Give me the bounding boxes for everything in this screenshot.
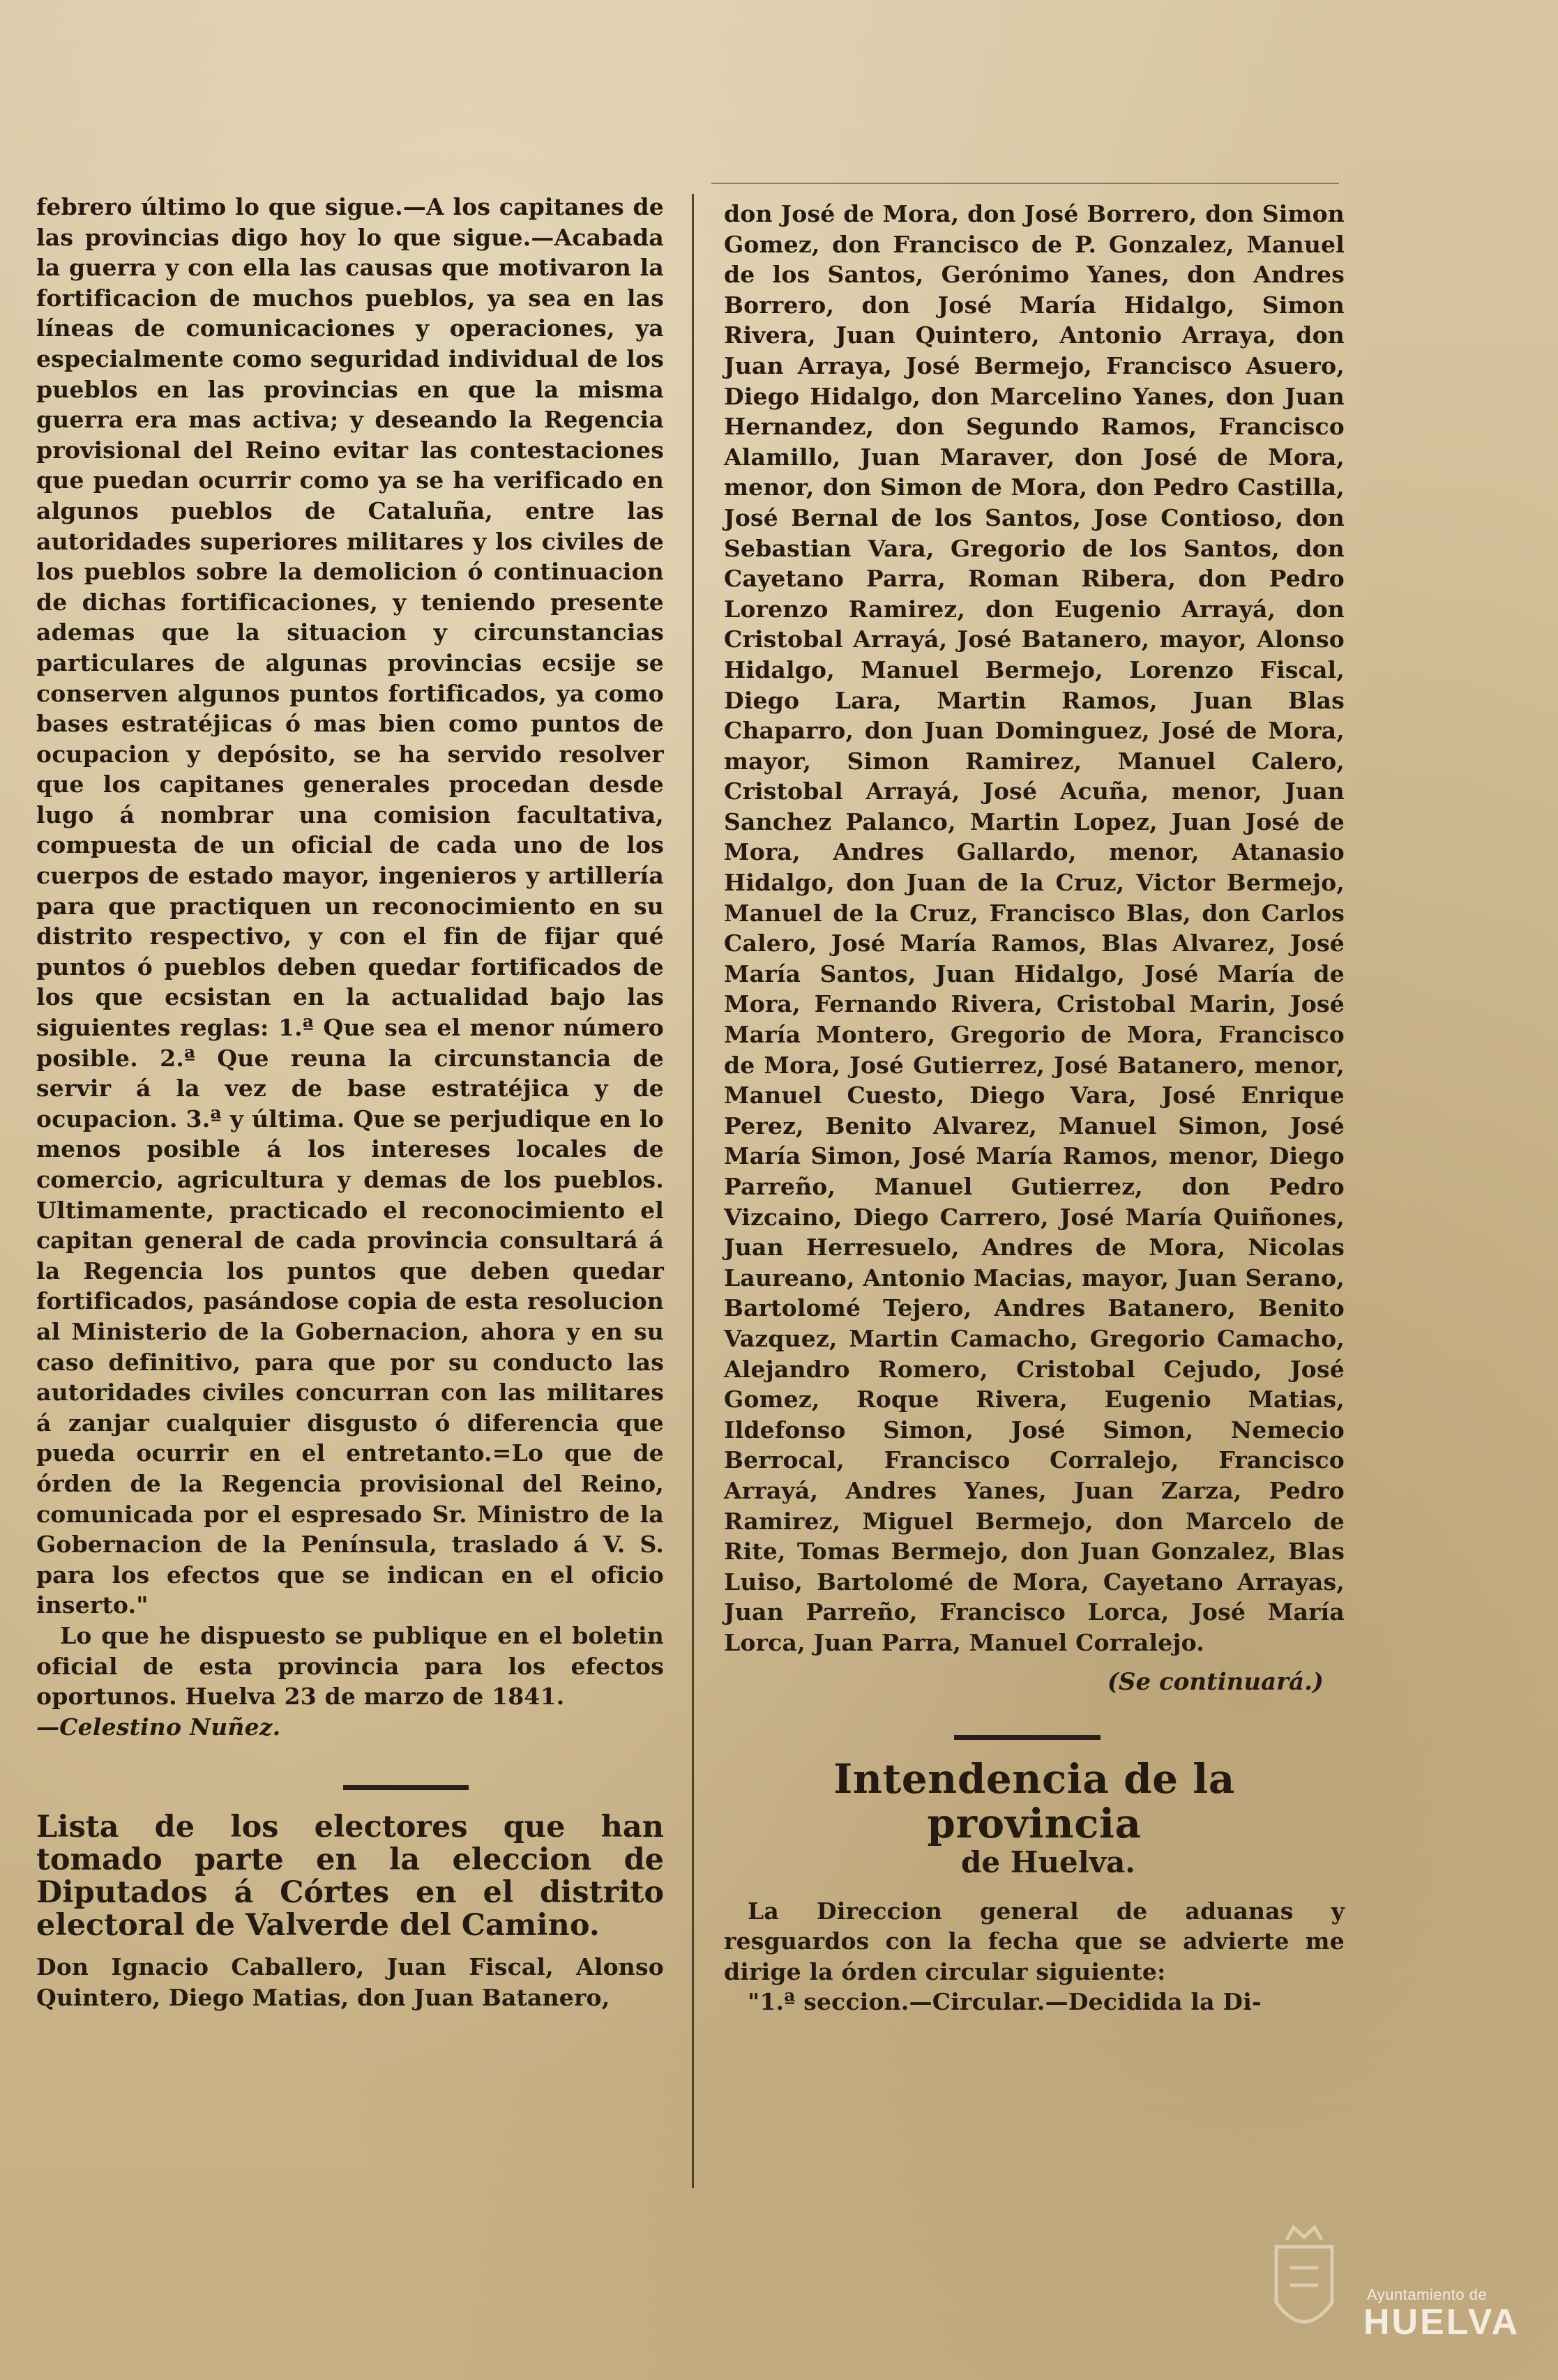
left-column xyxy=(36,192,664,2013)
circular-intro: La Direccion general de aduanas y resguardos con la fecha que se advierte me dirige la órden circular siguiente: xyxy=(724,1897,1345,1985)
electors-list-continued: don José de Mora, don José Borrero, don Simon Gomez, don Francisco de P. Gonzalez, Manuel de los Santos, Gerónimo Yanes, don Andres Borrero, don José María Hidalgo, Simon Rivera, Juan Quintero, Antonio Arraya, don Juan Arraya, José Bermejo, Francisco Asuero, Diego Hidalgo, don Marcelino Yanes, don Juan Hernandez, don Segundo Ramos, Francisco Alamillo, Juan Maraver, don José de Mora, menor, don Simon de Mora, don Pedro Castilla, José Bernal de los Santos, Jose Contioso, don Sebastian Vara, Gregorio de los Santos, don Cayetano Parra, Roman Ribera, don Pedro Lorenzo Ramirez, don Eugenio Arrayá, don Cristobal Arrayá, José Batanero, mayor, Alonso Hidalgo, Manuel Bermejo, Lorenzo Fiscal, Diego Lara, Martin Ramos, Juan Blas Chaparro, don Juan Dominguez, José de Mora, mayor, Simon Ramirez, Manuel Calero, Cristobal Arrayá, José Acuña, menor, Juan Sanchez Palanco, Martin Lopez, Juan José de Mora, Andres Gallardo, menor, Atanasio Hidalgo, don Juan de la Cruz, Victor Bermejo, Manuel de la Cruz, Francisco Blas, don Carlos Calero, José María Ramos, Blas Alvarez, José María Santos, Juan Hidalgo, José María de Mora, Fernando Rivera, Cristobal Marin, José María Montero, Gregorio de Mora, Francisco de Mora, José Gutierrez, José Batanero, menor, Manuel Cuesto, Diego Vara, José Enrique Perez, Benito Alvarez, Manuel Simon, José María Simon, José María Ramos, menor, Diego Parreño, Manuel Gutierrez, don Pedro Vizcaino, Diego Carrero, José María Quiñones, Juan Herresuelo, Andres de Mora, Nicolas Laureano, Antonio Macias, mayor, Juan Serano, Bartolomé Tejero, Andres Batanero, Benito Vazquez, Martin Camacho, Gregorio Camacho, Alejandro Romero, Cristobal Cejudo, José Gomez, Roque Rivera, Eugenio Matias, Ildefonso Simon, José Simon, Nemecio Berrocal, Francisco Corralejo, Francisco Arrayá, Andres Yanes, Juan Zarza, Pedro Ramirez, Miguel Bermejo, don Marcelo de Rite, Tomas Bermejo, don Juan Gonzalez, Blas Luiso, Bartolomé de Mora, Cayetano Arrayas, Juan Parreño, Francisco Lorca, José María Lorca, Juan Parra, Manuel Corralejo. xyxy=(724,200,1345,1656)
right-column xyxy=(724,199,1345,2017)
closing-paragraph xyxy=(36,1621,664,1742)
closing-text: Lo que he dispuesto se publique en el boletin oficial de esta provincia para los efectos oportunos. Huelva 23 de marzo de 1841. xyxy=(36,1621,664,1711)
watermark-main-text: HUELVA xyxy=(1363,2302,1520,2342)
signature: —Celestino Nuñez. xyxy=(36,1713,281,1741)
section-separator-left xyxy=(343,1785,469,1790)
column-divider xyxy=(692,194,694,2188)
top-rule xyxy=(711,183,1339,184)
section-subtitle: de Huelva. xyxy=(961,1844,1135,1879)
continued-note: (Se continuará.) xyxy=(1107,1667,1324,1696)
section-title: Intendencia de la provincia xyxy=(833,1754,1235,1847)
circular-start: "1.ª seccion.—Circular.—Decidida la Di- xyxy=(748,1988,1262,2016)
section-separator-right xyxy=(954,1735,1101,1740)
watermark-small-text: Ayuntamiento de xyxy=(1367,2286,1488,2303)
electors-list-start: Don Ignacio Caballero, Juan Fiscal, Alonso Quintero, Diego Matias, don Juan Batanero, xyxy=(36,1953,664,2011)
electors-list-heading: Lista de los electores que han tomado parte en la eleccion de Diputados á Córtes en el distrito electoral de Valverde del Camino. xyxy=(36,1810,664,1943)
decree-paragraph: febrero último lo que sigue.—A los capitanes de las provincias digo hoy lo que sigue.—Acabada la guerra y con ella las causas que motivaron la fortificacion de muchos pueblos, ya sea en las líneas de comunicaciones y operaciones, ya especialmente como seguridad individual de los pueblos en las provincias en que la misma guerra era mas activa; y deseando la Regencia provisional del Reino evitar las contestaciones que puedan ocurrir como ya se ha verificado en algunos pueblos de Cataluña, entre las autoridades superiores militares y los civiles de los pueblos sobre la demolicion ó continuacion de dichas fortificaciones, y teniendo presente ademas que la situacion y circunstancias particulares de algunas provincias ecsije se conserven algunos puntos fortificados, ya como bases estratéjicas ó mas bien como puntos de ocupacion y depósito, se ha servido resolver que los capitanes generales procedan desde lugo á nombrar una comision facultativa, compuesta de un oficial de cada uno de los cuerpos de estado mayor, ingenieros y artillería para que practiquen un reconocimiento en su distrito respectivo, y con el fin de fijar qué puntos ó pueblos deben quedar fortificados de los que ecsistan en la actualidad bajo las siguientes reglas: 1.ª Que sea el menor número posible. 2.ª Que reuna la circunstancia de servir á la vez de base estratéjica y de ocupacion. 3.ª y última. Que se perjudique en lo menos posible á los intereses locales de comercio, agricultura y demas de los pueblos. Ultimamente, practicado el reconocimiento el capitan general de cada provincia consultará á la Regencia los puntos que deben quedar fortificados, pasándose copia de esta resolucion al Ministerio de la Gobernacion, ahora y en su caso definitivo, para que por su conducto las autoridades civiles concurran con las militares á zanjar cualquier disgusto ó diferencia que pueda ocurrir en el entretanto.=Lo que de órden de la Regencia provisional del Reino, comunicada por el espresado Sr. Ministro de la Gobernacion de la Península, traslado á V. S. para los efectos que se indican en el oficio inserto." xyxy=(36,193,664,1619)
